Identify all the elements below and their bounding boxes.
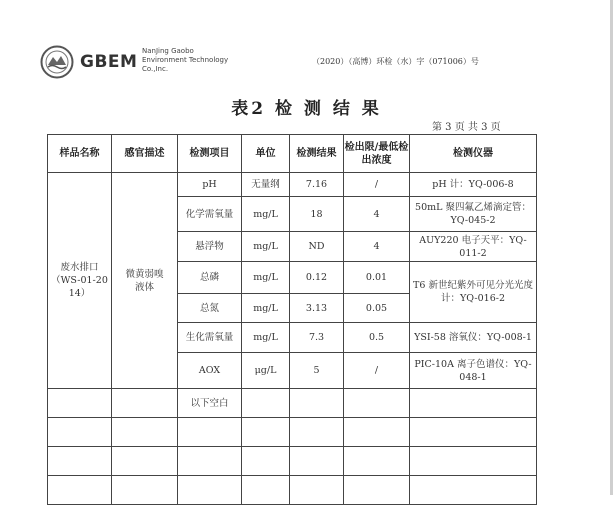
empty-cell <box>242 418 290 447</box>
item-cell: 总磷 <box>178 262 242 294</box>
result-cell: 0.12 <box>290 262 344 294</box>
table-row <box>48 173 537 197</box>
empty-cell <box>290 476 344 505</box>
instrument-cell: YSI-58 溶氧仪：YQ-008-1 <box>410 323 537 353</box>
sensory-line: 液体 <box>134 281 154 293</box>
brand-name: GBEM <box>80 52 138 72</box>
unit-cell: mg/L <box>242 232 290 262</box>
document-number: （2020）（高博）环检（水）字（071006）号 <box>312 57 479 66</box>
limit-cell: 0.05 <box>344 294 410 323</box>
empty-cell <box>48 418 112 447</box>
unit-cell: μg/L <box>242 353 290 389</box>
empty-cell <box>344 447 410 476</box>
empty-cell <box>112 389 178 418</box>
empty-cell <box>290 418 344 447</box>
limit-cell: / <box>344 173 410 197</box>
limit-cell: 4 <box>344 232 410 262</box>
item-cell: 化学需氧量 <box>178 197 242 232</box>
empty-cell <box>48 389 112 418</box>
empty-cell <box>410 418 537 447</box>
unit-cell: mg/L <box>242 262 290 294</box>
results-table <box>47 134 537 505</box>
table-row <box>48 476 537 505</box>
empty-cell <box>344 389 410 418</box>
table-row <box>48 418 537 447</box>
company-name <box>142 47 228 74</box>
empty-cell <box>344 476 410 505</box>
header-result: 检测结果 <box>290 135 344 173</box>
empty-cell <box>178 447 242 476</box>
header-unit: 单位 <box>242 135 290 173</box>
header-sample-name: 样品名称 <box>48 135 112 173</box>
empty-cell <box>112 447 178 476</box>
empty-cell <box>344 418 410 447</box>
unit-cell: 无量纲 <box>242 173 290 197</box>
table-row <box>48 447 537 476</box>
limit-cell: 0.5 <box>344 323 410 353</box>
instrument-cell: T6 新世纪紫外可见分光光度计：YQ-016-2 <box>410 262 537 323</box>
empty-cell <box>112 476 178 505</box>
table-title: 表2 检 测 结 果 <box>231 99 382 119</box>
empty-cell <box>410 447 537 476</box>
sample-name-line: 废水排口 <box>60 262 99 273</box>
header-sensory: 感官描述 <box>112 135 178 173</box>
instrument-cell: PIC-10A 离子色谱仪：YQ-048-1 <box>410 353 537 389</box>
sensory-cell <box>112 173 178 389</box>
page-info: 第 3 页 共 3 页 <box>432 122 501 133</box>
sensory-line: 微黄弱嗅 <box>125 268 164 280</box>
result-cell: 7.3 <box>290 323 344 353</box>
item-cell: 生化需氧量 <box>178 323 242 353</box>
empty-cell <box>290 447 344 476</box>
item-cell: 悬浮物 <box>178 232 242 262</box>
result-cell: 3.13 <box>290 294 344 323</box>
limit-cell: / <box>344 353 410 389</box>
instrument-cell: pH 计：YQ-006-8 <box>410 173 537 197</box>
limit-cell: 0.01 <box>344 262 410 294</box>
header-instrument: 检测仪器 <box>410 135 537 173</box>
company-line: Environment Technology <box>142 56 229 64</box>
table-header-row <box>48 135 537 173</box>
sample-name-line: （WS-01-20 <box>51 275 108 286</box>
result-cell: 5 <box>290 353 344 389</box>
table-row <box>48 389 537 418</box>
unit-cell: mg/L <box>242 197 290 232</box>
empty-cell <box>48 447 112 476</box>
limit-cell: 4 <box>344 197 410 232</box>
company-logo-icon <box>40 45 74 79</box>
unit-cell: mg/L <box>242 323 290 353</box>
empty-cell <box>48 476 112 505</box>
empty-cell <box>242 476 290 505</box>
result-cell: 7.16 <box>290 173 344 197</box>
unit-cell: mg/L <box>242 294 290 323</box>
result-cell: ND <box>290 232 344 262</box>
empty-cell <box>410 476 537 505</box>
empty-cell <box>178 476 242 505</box>
company-line: NanJing Gaobo <box>142 47 194 55</box>
empty-cell <box>112 418 178 447</box>
result-cell: 18 <box>290 197 344 232</box>
header-limit: 检出限/最低检出浓度 <box>344 135 410 173</box>
header-item: 检测项目 <box>178 135 242 173</box>
item-cell: 总氮 <box>178 294 242 323</box>
sample-name-cell <box>48 173 112 389</box>
instrument-cell: AUY220 电子天平：YQ-011-2 <box>410 232 537 262</box>
empty-cell <box>242 447 290 476</box>
item-cell: AOX <box>178 353 242 389</box>
item-cell: pH <box>178 173 242 197</box>
empty-cell <box>242 389 290 418</box>
company-line: Co.,Inc. <box>142 65 169 73</box>
sample-name-line: 14） <box>68 288 91 299</box>
empty-cell <box>410 389 537 418</box>
instrument-cell: 50mL 聚四氟乙烯滴定管：YQ-045-2 <box>410 197 537 232</box>
empty-cell <box>290 389 344 418</box>
blank-note: 以下空白 <box>178 389 242 418</box>
empty-cell <box>178 418 242 447</box>
